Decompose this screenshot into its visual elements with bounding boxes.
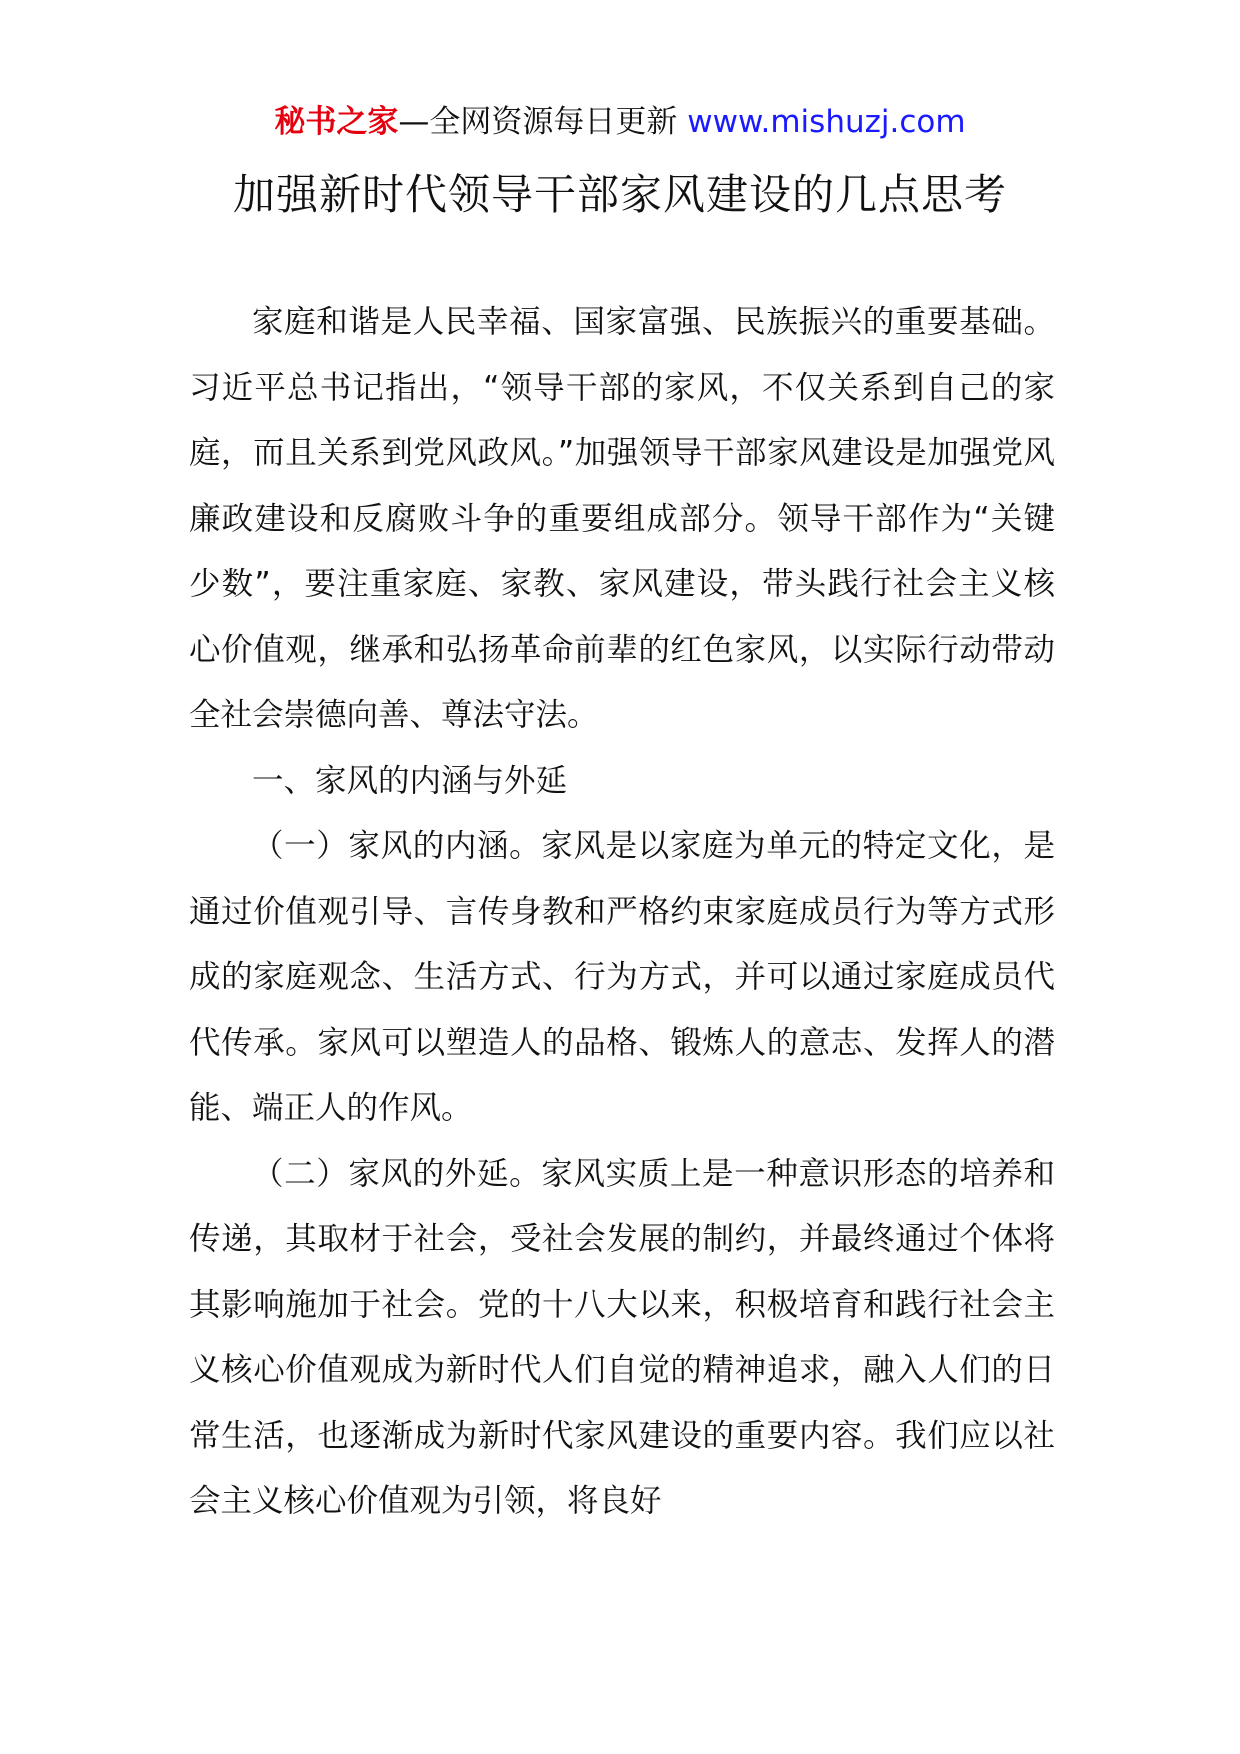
document-title: 加强新时代领导干部家风建设的几点思考: [232, 170, 1007, 219]
site-name: 秘书之家: [274, 104, 399, 140]
site-tagline: —全网资源每日更新: [398, 104, 688, 140]
paragraph-intro: 家庭和谐是人民幸福、国家富强、民族振兴的重要基础。习近平总书记指出，“领导干部的家风，不仅关系到自己的家庭，而且关系到党风政风。”加强领导干部家风建设是加强党风廉政建设和反腐败斗争的重要组成部分。领导干部作为“关键少数”，要注重家庭、家教、家风建设，带头践行社会主义核心价值观，继承和弘扬革命前辈的红色家风，以实际行动带动全社会崇德向善、尊法守法。: [189, 304, 1055, 733]
paragraph-extension: （二）家风的外延。家风实质上是一种意识形态的培养和传递，其取材于社会，受社会发展的制约，并最终通过个体将其影响施加于社会。党的十八大以来，积极培育和践行社会主义核心价值观成为新时代人们自觉的精神追求，融入人们的日常生活，也逐渐成为新时代家风建设的重要内容。我们应以社会主义核心价值观为引领，将良好: [189, 1155, 1055, 1519]
document-body: [189, 290, 1055, 1535]
site-header: [0, 100, 1240, 144]
paragraph-connotation: （一）家风的内涵。家风是以家庭为单元的特定文化，是通过价值观引导、言传身教和严格约束家庭成员行为等方式形成的家庭观念、生活方式、行为方式，并可以通过家庭成员代代传承。家风可以塑造人的品格、锻炼人的意志、发挥人的潜能、端正人的作风。: [189, 828, 1055, 1126]
site-url-link[interactable]: www.mishuzj.com: [687, 104, 966, 140]
section-heading-1: 一、家风的内涵与外延: [252, 762, 568, 799]
